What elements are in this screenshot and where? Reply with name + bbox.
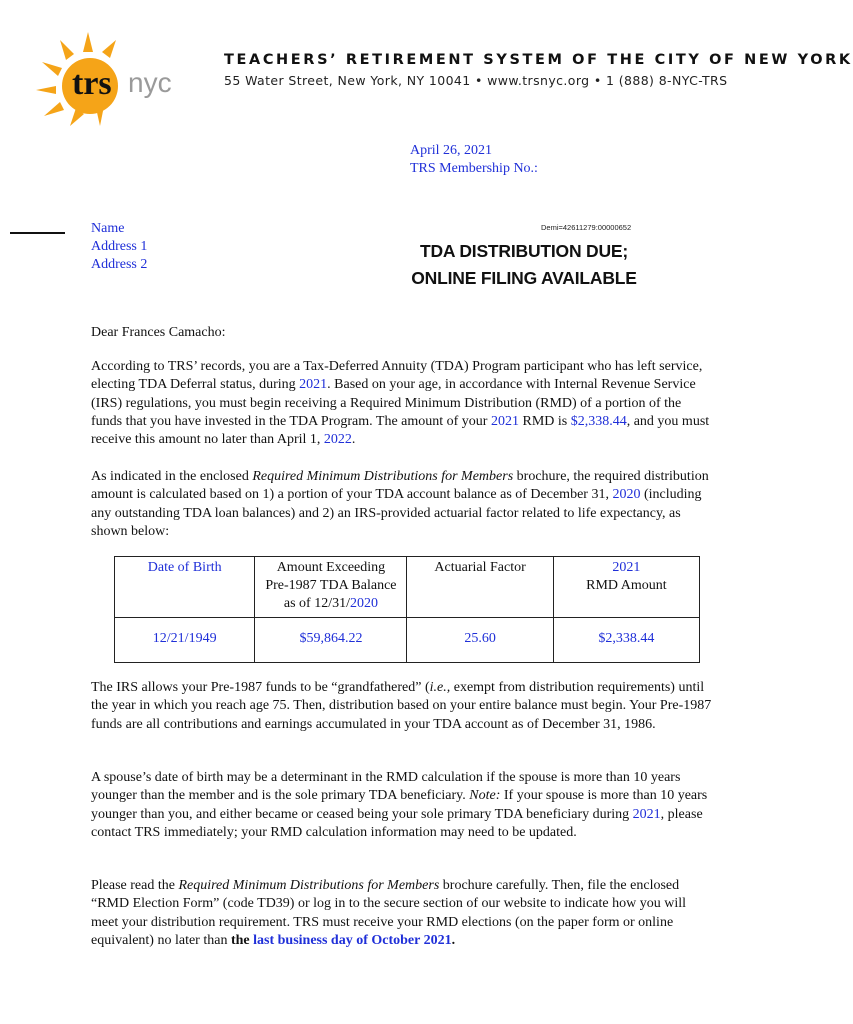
membership-number: TRS Membership No.: bbox=[410, 161, 538, 176]
p2-text-3: (including any outstanding TDA loan balances) and 2) an IRS-provided actuarial factor related to life expectancy, as shown below: bbox=[91, 487, 702, 539]
p1-year-1: 2021 bbox=[299, 377, 328, 393]
greeting: Dear Frances Camacho: bbox=[91, 325, 226, 340]
p4-text-3: , please contact TRS immediately; your RMD calculation information may need to be updated. bbox=[91, 806, 703, 840]
p1-year-3: 2022 bbox=[323, 432, 352, 448]
p1-year-2: 2021 bbox=[490, 413, 519, 429]
header-rmd-amount: 2021 RMD Amount bbox=[553, 557, 699, 618]
recipient-address-2: Address 2 bbox=[91, 257, 148, 272]
p1-text-4: , and you must receive this amount no later than April 1, bbox=[91, 413, 710, 448]
cell-actuarial-factor: 25.60 bbox=[407, 618, 553, 663]
table-header-row bbox=[115, 557, 700, 618]
header-actuarial-factor: Actuarial Factor bbox=[407, 557, 553, 618]
headline-line-2: ONLINE FILING AVAILABLE bbox=[411, 268, 637, 288]
paragraph-calculation bbox=[91, 468, 713, 541]
p3-ie: i.e., bbox=[429, 680, 451, 695]
p4-year: 2021 bbox=[632, 806, 661, 822]
p1-text-5: . bbox=[351, 432, 356, 448]
demi-code: Demi=42611279:00000652 bbox=[541, 223, 632, 232]
p1-text-2: . Based on your age, in accordance with Internal Revenue Service (IRS) regulations, you must begin receiving a Required Minimum Distribution (RMD) of a portion of the funds that you have invested in the TDA Program. The amount of your bbox=[91, 377, 696, 429]
letter-date: April 26, 2021 bbox=[410, 143, 493, 158]
p4-note: Note: bbox=[469, 788, 501, 804]
logo-trs-text: trs bbox=[72, 65, 112, 102]
p1-text-1: According to TRS’ records, you are a Tax-Deferred Annuity (TDA) Program participant who has left service, electing TDA Deferral status, during bbox=[91, 359, 703, 393]
cell-rmd-amount: $2,338.44 bbox=[553, 618, 699, 663]
p5-the: the bbox=[230, 932, 250, 948]
header-date-of-birth: Date of Birth bbox=[115, 557, 255, 618]
paragraph-spouse bbox=[91, 769, 713, 842]
recipient-address-1: Address 1 bbox=[91, 239, 148, 254]
p3-text-1: The IRS allows your Pre-1987 funds to be “grandfathered” ( bbox=[91, 680, 430, 695]
p2-text-1: As indicated in the enclosed bbox=[91, 469, 253, 484]
recipient-address bbox=[91, 220, 147, 274]
header-amount-exceeding: Amount Exceeding Pre-1987 TDA Balance as of 12/31/2020 bbox=[255, 557, 407, 618]
paragraph-rmd-intro bbox=[91, 358, 713, 449]
org-name: TEACHERS’ RETIREMENT SYSTEM OF THE CITY OF NEW YORK bbox=[224, 52, 853, 68]
p3-text-2: exempt from distribution requirements) until the year in which you reach age 75. Then, distribution based on your entire balance must begin. Your Pre-1987 funds are all contributions and earnings accumulated in your TDA account as of December 31, 1986. bbox=[91, 680, 712, 732]
trs-logo bbox=[30, 28, 200, 128]
date-block bbox=[410, 142, 538, 178]
org-address: 55 Water Street, New York, NY 10041 • www.trsnyc.org • 1 (888) 8-NYC-TRS bbox=[224, 73, 728, 88]
p2-year: 2020 bbox=[612, 487, 641, 503]
p1-text-3: RMD is bbox=[518, 413, 571, 429]
headline bbox=[404, 238, 644, 292]
p2-brochure-title: Required Minimum Distributions for Members bbox=[252, 469, 514, 484]
logo-nyc-text: nyc bbox=[128, 67, 172, 98]
table-row bbox=[115, 618, 700, 663]
p4-text-1: A spouse’s date of birth may be a determinant in the RMD calculation if the spouse is more than 10 years younger than the member and is the sole primary TDA beneficiary. bbox=[91, 770, 681, 804]
p5-period: . bbox=[451, 932, 456, 948]
p2-text-2: brochure, the required distribution amount is calculated based on 1) a portion of your TDA account balance as of December 31, bbox=[91, 469, 709, 503]
paragraph-grandfathered bbox=[91, 679, 713, 734]
p5-text-1: Please read the bbox=[91, 878, 179, 893]
cell-dob: 12/21/1949 bbox=[115, 618, 255, 663]
paragraph-election bbox=[91, 877, 713, 950]
fold-mark bbox=[10, 232, 65, 234]
recipient-name: Name bbox=[91, 221, 125, 236]
p5-deadline: last business day of October 2021 bbox=[253, 932, 452, 948]
p4-text-2: If your spouse is more than 10 years younger than you, and either became or ceased being your sole primary TDA beneficiary during bbox=[91, 788, 708, 822]
p1-rmd-amount: $2,338.44 bbox=[570, 413, 627, 429]
rmd-table bbox=[114, 556, 700, 663]
cell-amount-exceeding: $59,864.22 bbox=[255, 618, 407, 663]
p5-text-2: brochure carefully. Then, file the enclosed “RMD Election Form” (code TD39) or log in to the secure section of our website to indicate how you will meet your distribution requirement. TRS must receive your RMD elections (on the paper form or online equivalent) no later than bbox=[91, 878, 686, 948]
p5-brochure-title: Required Minimum Distributions for Members bbox=[178, 878, 440, 893]
headline-line-1: TDA DISTRIBUTION DUE; bbox=[419, 241, 629, 261]
